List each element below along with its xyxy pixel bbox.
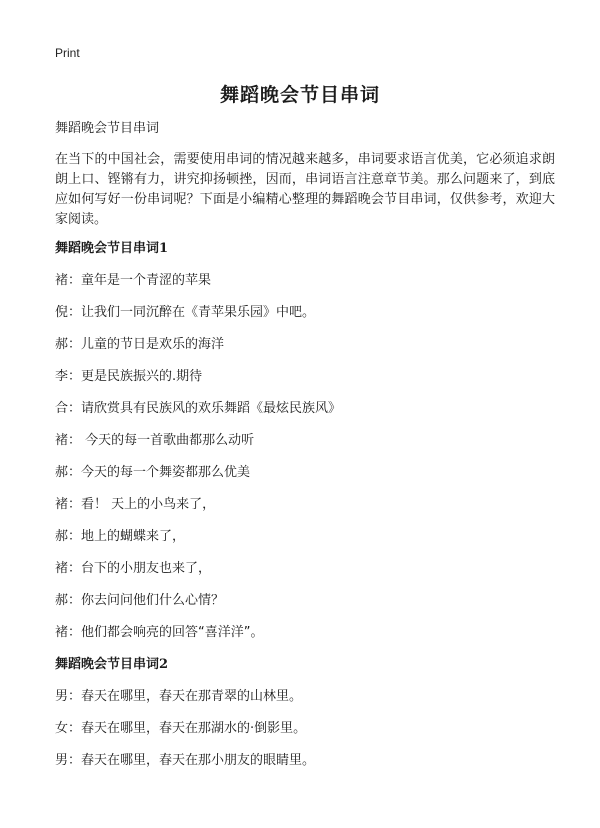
script-line: 郝：儿童的节日是欢乐的海洋 <box>55 337 225 352</box>
script-line: 褚：台下的小朋友也来了， <box>55 561 212 576</box>
script-line: 李：更是民族振兴的.期待 <box>55 369 203 384</box>
script-line: 男：春天在哪里，春天在那小朋友的眼睛里。 <box>55 753 316 768</box>
script-line: 郝：你去问问他们什么心情？ <box>55 593 225 608</box>
script-line: 合：请欣赏具有民族风的欢乐舞蹈《最炫民族风》 <box>55 401 342 416</box>
intro-paragraph: 在当下的中国社会，需要使用串词的情况越来越多，串词要求语言优美，它必须追求朗朗上口、铿锵有力，讲究抑扬顿挫，因而，串词语言注意章节美。那么问题来了，到底应如何写好一份串词呢？下面是小编精心整理的舞蹈晚会节目串词，仅供参考，欢迎大家阅读。 <box>55 152 555 227</box>
script-line: 郝：今天的每一个舞姿都那么优美 <box>55 465 251 480</box>
section-heading: 舞蹈晚会节目串词2 <box>55 657 169 672</box>
section-heading: 舞蹈晚会节目串词1 <box>55 241 169 256</box>
script-line: 褚：童年是一个青涩的苹果 <box>55 273 212 288</box>
print-link[interactable]: Print <box>55 46 80 60</box>
document-title: 舞蹈晚会节目串词 <box>219 84 380 106</box>
section-1 <box>55 240 555 642</box>
script-line: 郝：地上的蝴蝶来了， <box>55 529 186 544</box>
document-body <box>55 120 555 784</box>
section-2 <box>55 656 555 770</box>
script-line: 褚：他们都会响亮的回答“喜洋洋”。 <box>55 625 264 640</box>
script-line: 褚：看！ 天上的小鸟来了， <box>55 497 216 512</box>
script-line: 女：春天在哪里，春天在那湖水的·倒影里。 <box>55 721 307 736</box>
script-line: 褚： 今天的每一首歌曲都那么动听 <box>55 433 255 448</box>
document-subtitle: 舞蹈晚会节目串词 <box>55 121 160 136</box>
script-line: 男：春天在哪里，春天在那青翠的山林里。 <box>55 689 303 704</box>
script-line: 倪：让我们一同沉醉在《青苹果乐园》中吧。 <box>55 305 316 320</box>
